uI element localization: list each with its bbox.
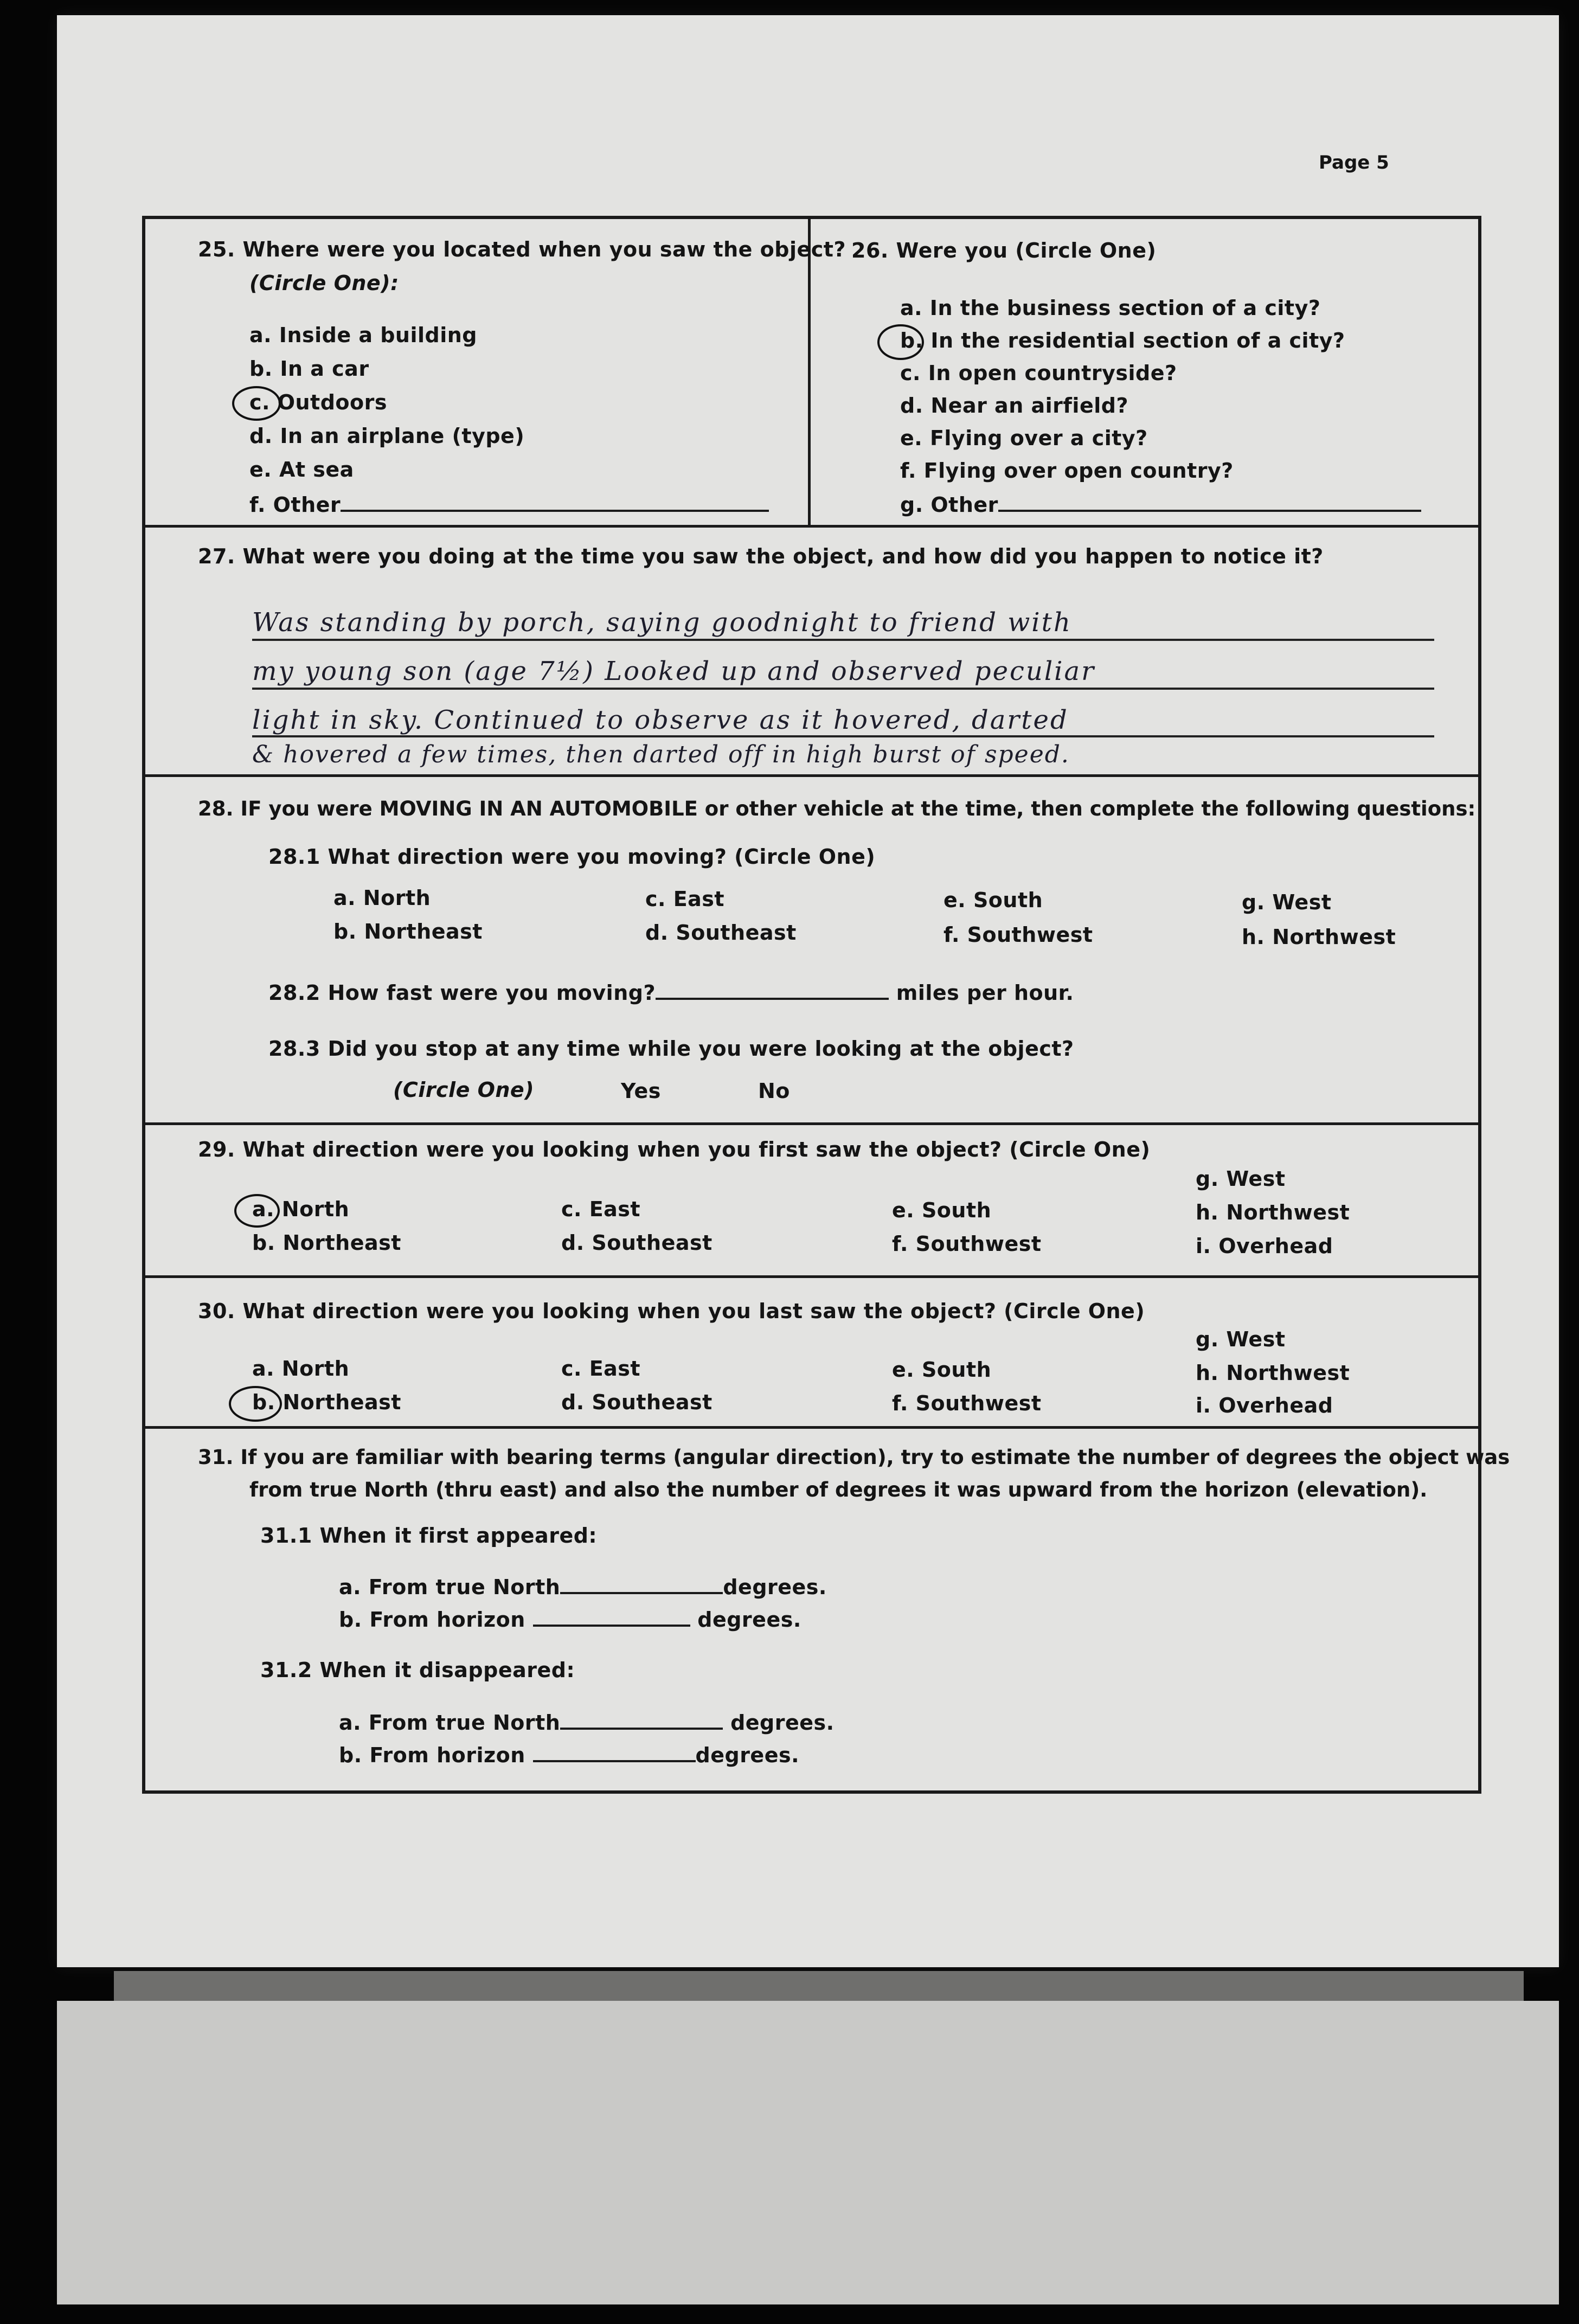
q25-option-b: b. In a car <box>249 357 369 381</box>
q28-1-option-b: b. Northeast <box>333 920 483 943</box>
q27-answer-line-3: light in sky. Continued to observe as it hovered, darted <box>252 705 1069 735</box>
q25-option-a: a. Inside a building <box>249 323 478 347</box>
page-shadow <box>114 1971 1524 2001</box>
q28-1-option-a: a. North <box>333 886 431 910</box>
divider-q27 <box>142 525 1481 528</box>
q28-1-option-g: g. West <box>1242 890 1332 914</box>
q25-option-c: c. Outdoors <box>249 390 387 414</box>
q29-option-c: c. East <box>561 1197 641 1221</box>
q29-option-d: d. Southeast <box>561 1231 713 1255</box>
q30-option-b: b. Northeast <box>252 1390 401 1414</box>
q30-option-h: h. Northwest <box>1196 1361 1350 1385</box>
q27-answer-line-2: my young son (age 7½) Looked up and observed peculiar <box>252 656 1096 686</box>
q26-option-a: a. In the business section of a city? <box>900 296 1321 320</box>
q29-option-f: f. Southwest <box>892 1232 1042 1256</box>
q29-option-g: g. West <box>1196 1167 1286 1191</box>
q28-3-yes: Yes <box>621 1079 661 1103</box>
answer-rule-1 <box>252 639 1434 641</box>
q28-1-label: 28.1 What direction were you moving? (Circle One) <box>268 845 876 869</box>
q29-question: 29. What direction were you looking when you first saw the object? (Circle One) <box>198 1138 1151 1161</box>
divider-q31 <box>142 1426 1481 1429</box>
q26-option-g: g. Other <box>900 491 1421 517</box>
q30-option-a: a. North <box>252 1357 350 1381</box>
background-surface <box>57 2001 1559 2304</box>
circle-mark-q30 <box>229 1386 282 1422</box>
q31-1-a: a. From true North degrees. <box>339 1574 827 1599</box>
divider-q29 <box>142 1122 1481 1125</box>
q30-question: 30. What direction were you looking when you last saw the object? (Circle One) <box>198 1299 1145 1323</box>
q28-3-label: 28.3 Did you stop at any time while you were looking at the object? <box>268 1037 1074 1061</box>
q27-answer-line-1: Was standing by porch, saying goodnight to friend with <box>252 607 1072 638</box>
divider-q25-q26 <box>808 216 811 526</box>
q31-1-label: 31.1 When it first appeared: <box>260 1524 598 1548</box>
q28-3-no: No <box>758 1079 790 1103</box>
q30-option-c: c. East <box>561 1357 641 1381</box>
q28-1-option-f: f. Southwest <box>943 923 1093 947</box>
q30-option-g: g. West <box>1196 1327 1286 1351</box>
q26-question: 26. Were you (Circle One) <box>851 239 1157 262</box>
q28-1-option-d: d. Southeast <box>645 921 797 945</box>
q29-option-e: e. South <box>892 1198 992 1222</box>
q30-option-e: e. South <box>892 1358 992 1382</box>
q25-option-e: e. At sea <box>249 458 354 482</box>
q31-question-line-1: 31. If you are familiar with bearing terms (angular direction), try to estimate the number of degrees the object was <box>198 1446 1510 1469</box>
q28-1-option-e: e. South <box>943 888 1043 912</box>
q28-1-option-c: c. East <box>645 887 725 911</box>
circle-mark-q26 <box>877 324 924 360</box>
q29-option-h: h. Northwest <box>1196 1200 1350 1224</box>
q26-option-f: f. Flying over open country? <box>900 459 1234 483</box>
divider-q30 <box>142 1275 1481 1278</box>
answer-rule-3 <box>252 735 1434 737</box>
q28-question: 28. IF you were MOVING IN AN AUTOMOBILE or other vehicle at the time, then complete the following questions: <box>198 797 1476 820</box>
q29-option-i: i. Overhead <box>1196 1234 1333 1258</box>
q25-instruction: (Circle One): <box>249 271 399 295</box>
q26-option-b: b. In the residential section of a city? <box>900 329 1345 352</box>
q31-2-b: b. From horizon degrees. <box>339 1742 799 1767</box>
q31-2-a: a. From true North degrees. <box>339 1709 835 1735</box>
q26-option-d: d. Near an airfield? <box>900 394 1128 418</box>
q28-2-line: 28.2 How fast were you moving? miles per hour. <box>268 979 1074 1005</box>
q31-question-line-2: from true North (thru east) and also the number of degrees it was upward from the horizon (elevation). <box>249 1478 1428 1501</box>
q28-3-instruction: (Circle One) <box>393 1078 535 1102</box>
q31-2-label: 31.2 When it disappeared: <box>260 1658 575 1682</box>
answer-rule-2 <box>252 688 1434 690</box>
q25-question: 25. Where were you located when you saw the object? <box>198 237 846 261</box>
q30-option-d: d. Southeast <box>561 1390 713 1414</box>
page-number: Page 5 <box>1319 152 1389 174</box>
q26-option-e: e. Flying over a city? <box>900 426 1148 450</box>
divider-q28 <box>142 774 1481 777</box>
circle-mark-q29 <box>234 1194 280 1228</box>
q25-option-d: d. In an airplane (type) <box>249 424 525 448</box>
q25-option-f: f. Other <box>249 491 769 517</box>
q29-option-b: b. Northeast <box>252 1231 401 1255</box>
q30-option-f: f. Southwest <box>892 1391 1042 1415</box>
q28-1-option-h: h. Northwest <box>1242 925 1396 949</box>
q26-option-c: c. In open countryside? <box>900 361 1177 385</box>
form-frame <box>142 216 1481 1794</box>
q31-1-b: b. From horizon degrees. <box>339 1606 801 1632</box>
circle-mark-q25 <box>232 386 281 421</box>
q29-option-a: a. North <box>252 1197 350 1221</box>
q27-answer-line-4: & hovered a few times, then darted off in high burst of speed. <box>252 741 1070 768</box>
q27-question: 27. What were you doing at the time you saw the object, and how did you happen to notice it? <box>198 544 1324 568</box>
q30-option-i: i. Overhead <box>1196 1394 1333 1417</box>
